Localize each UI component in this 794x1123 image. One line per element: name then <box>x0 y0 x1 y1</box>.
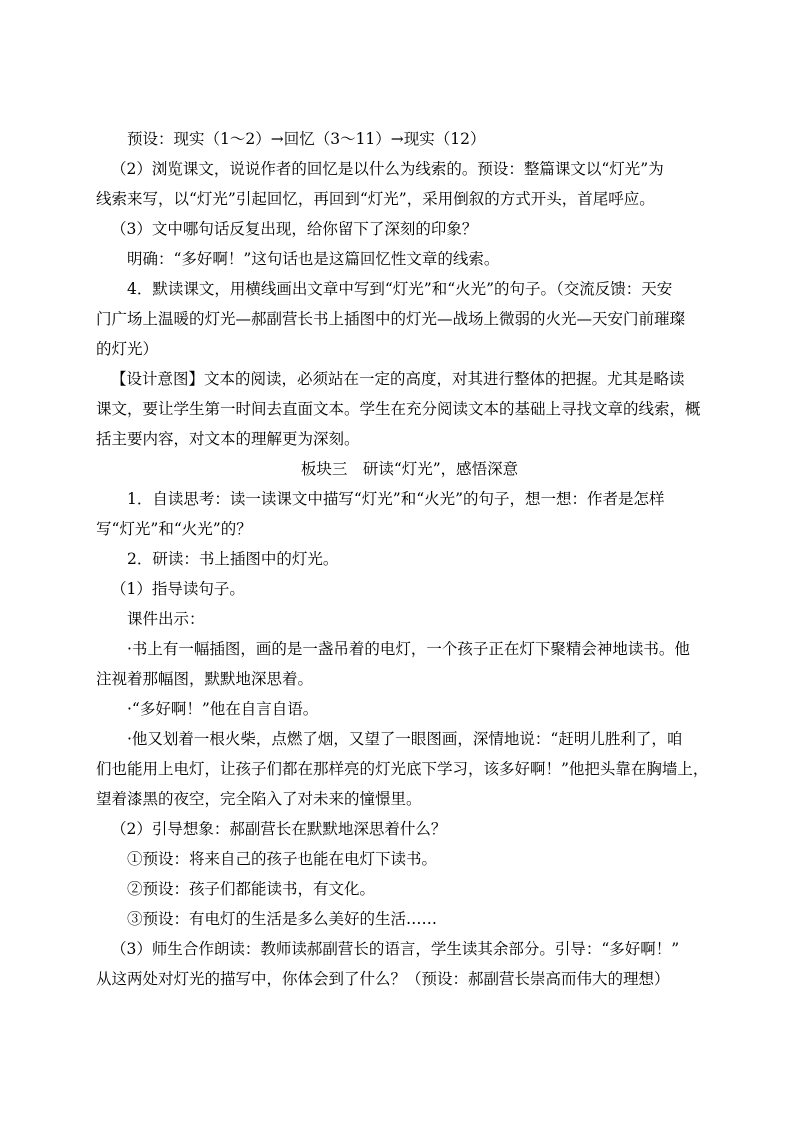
text-line: （1）指导读句子。 <box>111 580 245 598</box>
text-line: ②预设：孩子们都能读书，有文化。 <box>127 880 376 898</box>
text-line: 预设：现实（1～2）→回忆（3～11）→现实（12） <box>127 130 486 148</box>
text-line: 线索来写，以“灯光”引起回忆，再回到“灯光”，采用倒叙的方式开头，首尾呼应。 <box>96 190 655 208</box>
text-line: 1．自读思考：读一读课文中描写“灯光”和“火光”的句子，想一想：作者是怎样 <box>127 490 665 508</box>
text-line: ·书上有一幅插图，画的是一盏吊着的电灯，一个孩子正在灯下聚精会神地读书。他 <box>127 640 690 658</box>
section-heading: 板块三 研读“灯光”，感悟深意 <box>300 460 519 478</box>
document-body <box>96 124 723 994</box>
text-line: 【设计意图】文本的阅读，必须站在一定的高度，对其进行整体的把握。尤其是略读 <box>111 370 685 388</box>
text-line: 从这两处对灯光的描写中，你体会到了什么？（预设：郝副营长崇高而伟大的理想） <box>96 970 670 988</box>
text-line: ·他又划着一根火柴，点燃了烟，又望了一眼图画，深情地说：“赶明儿胜利了，咱 <box>127 730 683 748</box>
text-line: 门广场上温暖的灯光—郝副营长书上插图中的灯光—战场上微弱的火光—天安门前璀璨 <box>96 310 686 328</box>
text-line: ③预设：有电灯的生活是多么美好的生活…… <box>127 910 438 928</box>
text-line: 的灯光） <box>96 340 159 358</box>
text-line: 写“灯光”和“火光”的？ <box>96 520 252 538</box>
text-line: （3）师生合作朗读：教师读郝副营长的语言，学生读其余部分。引导：“多好啊！” <box>111 940 680 958</box>
text-line: ①预设：将来自己的孩子也能在电灯下读书。 <box>127 850 438 868</box>
text-line: 课件出示： <box>127 610 205 628</box>
text-line: 们也能用上电灯，让孩子们都在那样亮的灯光底下学习，该多好啊！”他把头靠在胸墙上， <box>96 760 709 778</box>
text-line: 望着漆黑的夜空，完全陷入了对未来的憧憬里。 <box>96 790 422 808</box>
text-line: （3）文中哪句话反复出现，给你留下了深刻的印象？ <box>111 220 478 238</box>
text-line: 课文，要让学生第一时间去直面文本。学生在充分阅读文本的基础上寻找文章的线索，概 <box>96 400 701 418</box>
text-line: ·“多好啊！”他在自言自语。 <box>127 700 319 718</box>
text-line: （2）引导想象：郝副营长在默默地深思着什么？ <box>111 820 447 838</box>
text-line: 明确：“多好啊！”这句话也是这篇回忆性文章的线索。 <box>127 250 500 268</box>
text-line: 4．默读课文，用横线画出文章中写到“灯光”和“火光”的句子。（交流反馈：天安 <box>127 280 673 298</box>
text-line: （2）浏览课文，说说作者的回忆是以什么为线索的。预设：整篇课文以“灯光”为 <box>111 160 664 178</box>
text-line: 括主要内容，对文本的理解更为深刻。 <box>96 430 360 448</box>
text-line: 2．研读：书上插图中的灯光。 <box>127 550 339 568</box>
text-line: 注视着那幅图，默默地深思着。 <box>96 670 314 688</box>
